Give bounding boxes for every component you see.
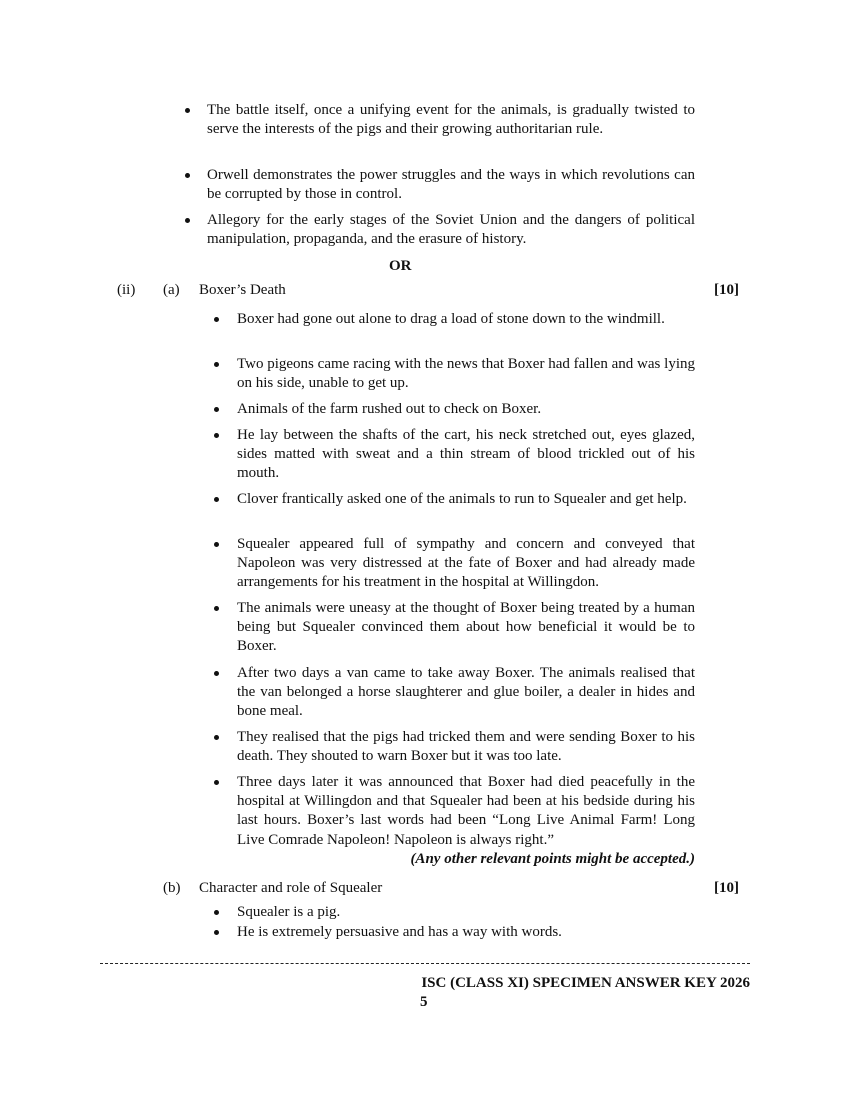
part-number: (ii) [117,282,136,298]
acceptance-note-text: (Any other relevant points might be accepted.) [410,851,695,867]
subpart-a-title: Boxer’s Death [199,282,286,298]
bullet-dot-icon [214,930,219,935]
list-item [237,903,695,922]
subpart-a-letter: (a) [163,282,180,298]
list-item [237,923,695,942]
subpart-b-letter: (b) [163,880,181,896]
bullet-text: Animals of the farm rushed out to check on Boxer. [237,401,542,417]
bullet-text: Three days later it was announced that Boxer had died peacefully in the hospital at Willingdon and that Squealer had been at his bedside during his last hours. Boxer’s last words had been “Long Live Animal Farm! Long Live Comrade Napoleon! Napoleon is always right.” [237,774,695,848]
bullet-text: Allegory for the early stages of the Soviet Union and the dangers of political manipulation, propaganda, and the erasure of history. [207,212,695,248]
footer-divider [100,963,750,964]
bullet-text: Squealer is a pig. [237,904,341,920]
bullet-text: Two pigeons came racing with the news that Boxer had fallen and was lying on his side, unable to get up. [237,356,695,392]
bullet-text: After two days a van came to take away Boxer. The animals realised that the van belonged a horse slaughterer and glue boiler, a dealer in hides and bone meal. [237,665,695,720]
page-number: 5 [420,994,428,1010]
subpart-a-marks: [10] [714,282,739,298]
bullet-text: Squealer appeared full of sympathy and concern and conveyed that Napoleon was very distressed at the fate of Boxer and had already made arrangements for his treatment in the hospital at Willingdon. [237,536,695,591]
or-separator: OR [389,258,412,274]
subpart-b-marks: [10] [714,880,739,896]
subpart-b-title: Character and role of Squealer [199,880,383,896]
bullet-text: Boxer had gone out alone to drag a load of stone down to the windmill. [237,311,665,327]
bullet-text: Clover frantically asked one of the animals to run to Squealer and get help. [237,491,687,507]
bullet-text: The battle itself, once a unifying event for the animals, is gradually twisted to serve the interests of the pigs and their growing authoritarian rule. [207,102,695,138]
footer-title: ISC (CLASS XI) SPECIMEN ANSWER KEY 2026 [421,975,750,991]
bullet-text: The animals were uneasy at the thought of Boxer being treated by a human being but Squealer convinced them about how beneficial it would be to Boxer. [237,600,695,655]
bullet-text: He lay between the shafts of the cart, his neck stretched out, eyes glazed, sides matted with sweat and a thin stream of blood trickled out of his mouth. [237,427,695,482]
bullet-text: Orwell demonstrates the power struggles and the ways in which revolutions can be corrupted by those in control. [207,167,695,203]
bullet-dot-icon [214,910,219,915]
bullet-text: They realised that the pigs had tricked them and were sending Boxer to his death. They shouted to warn Boxer but it was too late. [237,729,695,765]
bullet-text: He is extremely persuasive and has a way with words. [237,924,562,940]
